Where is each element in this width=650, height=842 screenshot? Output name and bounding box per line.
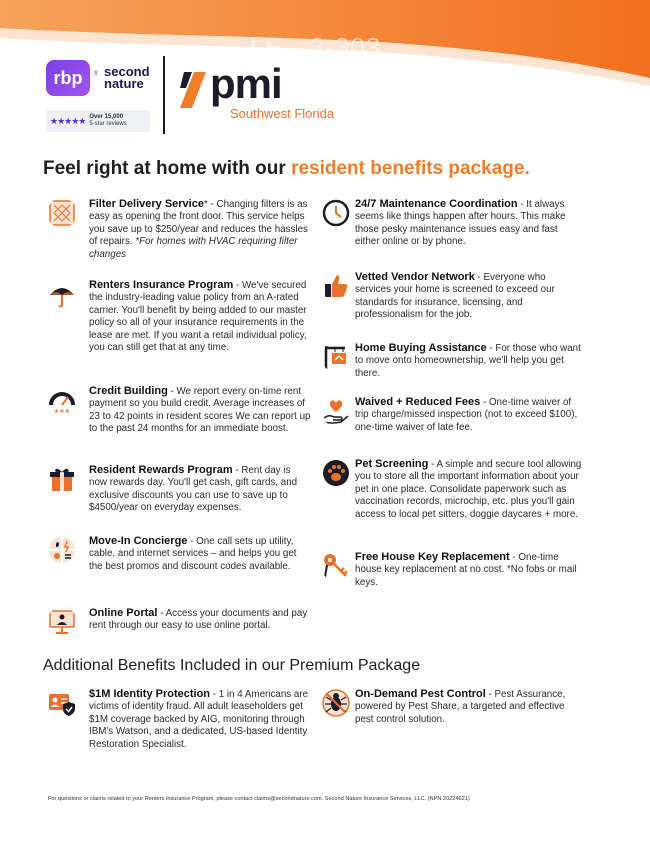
benefit-title: Credit Building	[89, 385, 168, 397]
benefit-text	[355, 458, 583, 521]
premium-heading: Additional Benefits Included in our Premium Package	[43, 657, 421, 674]
benefit-text	[89, 385, 311, 436]
benefit-text	[89, 688, 311, 751]
reviews-text	[89, 114, 126, 128]
logo-divider	[163, 56, 165, 134]
benefit-description: - We've secured the industry-leading value policy from an A-rated carrier. You'll benefit by being added to our master policy so all of your insurance requirements in the lease are met. If you want a retail individual policy, you can still get that at any time.	[89, 280, 307, 354]
benefit-text	[355, 271, 583, 322]
benefit-title: On-Demand Pest Control	[355, 688, 486, 700]
benefit-title: Home Buying Assistance	[355, 342, 487, 354]
benefit-description: - One-time waiver of trip charge/missed inspection (not to exceed $100), one-time waiver of late fee.	[355, 397, 578, 433]
benefit-title: Online Portal	[89, 607, 158, 619]
title-highlight: resident benefits package.	[291, 158, 530, 179]
benefit-description: - Pest Assurance, powered by Pest Share, a targeted and effective pest control solution.	[355, 689, 566, 725]
pmi-logo: pmi	[210, 60, 282, 107]
benefit-description: - Rent day is now rewards day. You'll get cash, gift cards, and exclusive discounts you can use to save up to $4500/year on everyday expenses.	[89, 465, 298, 514]
benefit-description: - One call sets up utility, cable, and internet services – and helps you get the best promos and discount codes available.	[89, 536, 297, 572]
star-rating-icon: ★★★★★	[50, 115, 86, 126]
benefit-description: - A simple and secure tool allowing you to store all the important information about your pet in one place. Consolidate paperwork such as vaccination records, microchip, etc. plus you'll gain access to local pet sitters, doggie daycares + more.	[355, 459, 582, 520]
benefit-text	[89, 464, 311, 515]
air-filter-icon	[47, 198, 77, 228]
reviews-label: 5-star reviews	[89, 121, 127, 127]
pest-icon	[321, 688, 351, 718]
benefit-text	[355, 198, 583, 249]
benefit-description: * - Changing filters is as easy as opening the front door. This service helps you save up to $250/year and reduces the hassles of repairs.	[89, 199, 308, 248]
utilities-icon	[47, 535, 77, 565]
benefit-title: Vetted Vendor Network	[355, 271, 475, 283]
umbrella-icon	[47, 279, 77, 309]
benefit-text	[89, 607, 311, 633]
clock-icon	[321, 198, 351, 228]
benefit-title: Pet Screening	[355, 458, 429, 470]
logo-separator: x	[94, 68, 98, 77]
benefit-title: Free House Key Replacement	[355, 551, 510, 563]
benefit-description: - Access your documents and pay rent through our easy to use online portal.	[89, 608, 308, 632]
house-sign-icon	[321, 342, 351, 372]
heart-hand-icon	[321, 396, 351, 426]
benefit-title: Waived + Reduced Fees	[355, 396, 481, 408]
monitor-icon	[47, 607, 77, 637]
benefit-text	[89, 535, 311, 573]
svg-text:★★★: ★★★	[53, 408, 71, 415]
reviews-count: Over 15,000	[89, 114, 124, 120]
benefit-title: Filter Delivery Service	[89, 198, 204, 210]
benefit-description: - For those who want to move onto homeownership, we'll help you get there.	[355, 343, 581, 379]
benefit-description: - Everyone who services your home is screened to exceed our standards for insurance, licensing, and professionalism for the job.	[355, 272, 555, 321]
benefit-title: Resident Rewards Program	[89, 464, 233, 476]
paw-icon	[321, 458, 351, 488]
benefit-title: $1M Identity Protection	[89, 688, 211, 700]
keys-icon	[321, 551, 351, 581]
second-nature-logo	[104, 66, 150, 90]
footer-disclaimer: For questions or claims related to your Renters Insurance Program, please contact claims@secondnature.com. Second Nature Insurance Services, LLC. (NPN 20224621)	[48, 796, 470, 802]
benefit-title: Move-In Concierge	[89, 535, 188, 547]
benefit-title: Renters Insurance Program	[89, 279, 234, 291]
thumbs-up-icon	[321, 271, 351, 301]
second-nature-logo-line2: nature	[104, 76, 144, 91]
benefit-title: 24/7 Maintenance Coordination	[355, 198, 518, 210]
title-prefix: Feel right at home with our	[43, 158, 292, 179]
rbp-logo: rbp	[46, 60, 90, 96]
benefit-description: - It always seems like things happen after hours. This make those pesky maintenance issues easy and fast either online or by phone.	[355, 199, 566, 248]
page-title	[43, 158, 530, 180]
gift-icon	[47, 464, 77, 494]
benefit-description: - 1 in 4 Americans are victims of identity fraud. All adult leaseholders get $1M coverage backed by AIG, monitoring through IBM's Watson, and a dedicated, US-based Identity Restoration Specialist.	[89, 689, 309, 750]
reviews-badge	[46, 110, 150, 132]
pmi-mark-icon	[178, 70, 208, 110]
identity-shield-icon	[47, 688, 77, 718]
watermark-text: LE - 3-303	[250, 32, 382, 62]
credit-gauge-icon	[47, 385, 77, 415]
benefit-text	[355, 342, 583, 380]
second-nature-logo-line1: second	[104, 64, 150, 79]
benefit-text	[89, 198, 311, 261]
benefit-note: *For homes with HVAC requiring filter changes	[89, 236, 298, 260]
pmi-region: Southwest Florida	[230, 106, 335, 121]
benefit-text	[89, 279, 311, 354]
benefit-text	[355, 396, 583, 434]
benefit-text	[355, 688, 583, 726]
benefit-description: - We report every on-time rent payment so you build credit. Average increases of 23 to 42 points in resident scores We can report up to the past 24 months for an immediate boost.	[89, 386, 311, 435]
benefit-text	[355, 551, 583, 589]
benefit-description: - One-time house key replacement at no cost. *No fobs or mail keys.	[355, 552, 577, 588]
